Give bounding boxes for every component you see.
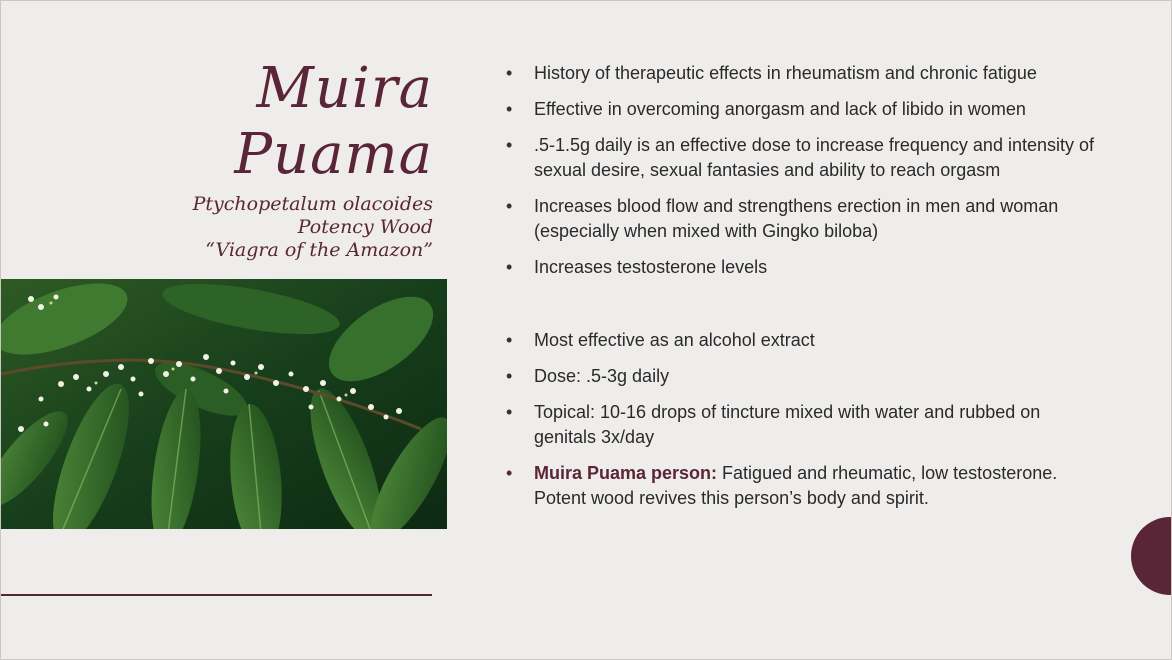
bullet-item [506, 364, 1096, 389]
subtitle-line-nickname: “Viagra of the Amazon” [205, 239, 433, 261]
bullet-item [506, 194, 1096, 244]
decorative-circle [1131, 517, 1172, 595]
bullet-item [506, 400, 1096, 450]
bullet-text: Topical: 10-16 drops of tincture mixed with water and rubbed on genitals 3x/day [534, 402, 1041, 447]
subtitle-line-botanical: Ptychopetalum olacoides [192, 193, 433, 215]
bullet-item [506, 133, 1096, 183]
bullet-text: Increases blood flow and strengthens erection in men and woman (especially when mixed with Gingko biloba) [534, 196, 1059, 241]
bullet-icon: • [506, 63, 513, 83]
title-line-1: Muira [256, 56, 433, 121]
bullet-list [506, 61, 1096, 522]
person-text: Fatigued and rheumatic, low testosterone. Potent wood revives this person’s body and spirit. [534, 463, 1058, 508]
bullet-text: .5-1.5g daily is an effective dose to increase frequency and intensity of sexual desire, sexual fantasies and ability to reach orgasm [534, 135, 1095, 180]
bullet-text: Effective in overcoming anorgasm and lack of libido in women [534, 99, 1026, 119]
slide-title [13, 56, 433, 188]
title-line-2: Puama [234, 122, 433, 187]
bullet-text: Increases testosterone levels [534, 257, 768, 277]
plant-photo [1, 279, 447, 529]
person-label: Muira Puama person: [534, 463, 718, 483]
bullet-item [506, 255, 1096, 280]
bullet-item [506, 328, 1096, 353]
bullet-icon: • [506, 196, 513, 216]
bullet-icon: • [506, 257, 513, 277]
bullet-item [506, 61, 1096, 86]
bullet-item [506, 97, 1096, 122]
bullet-icon: • [506, 402, 513, 422]
bullet-icon: • [506, 330, 513, 350]
bullet-icon: • [506, 366, 513, 386]
bullet-text: Dose: .5-3g daily [534, 366, 670, 386]
bullet-text: Most effective as an alcohol extract [534, 330, 815, 350]
divider-line [1, 594, 432, 596]
subtitle-line-common: Potency Wood [297, 216, 433, 238]
bullet-icon: • [506, 99, 513, 119]
bullet-item-person [506, 461, 1096, 511]
bullet-text: History of therapeutic effects in rheumatism and chronic fatigue [534, 63, 1037, 83]
slide-subtitle [13, 193, 433, 262]
bullet-icon: • [506, 135, 513, 155]
bullet-icon: • [506, 463, 513, 483]
